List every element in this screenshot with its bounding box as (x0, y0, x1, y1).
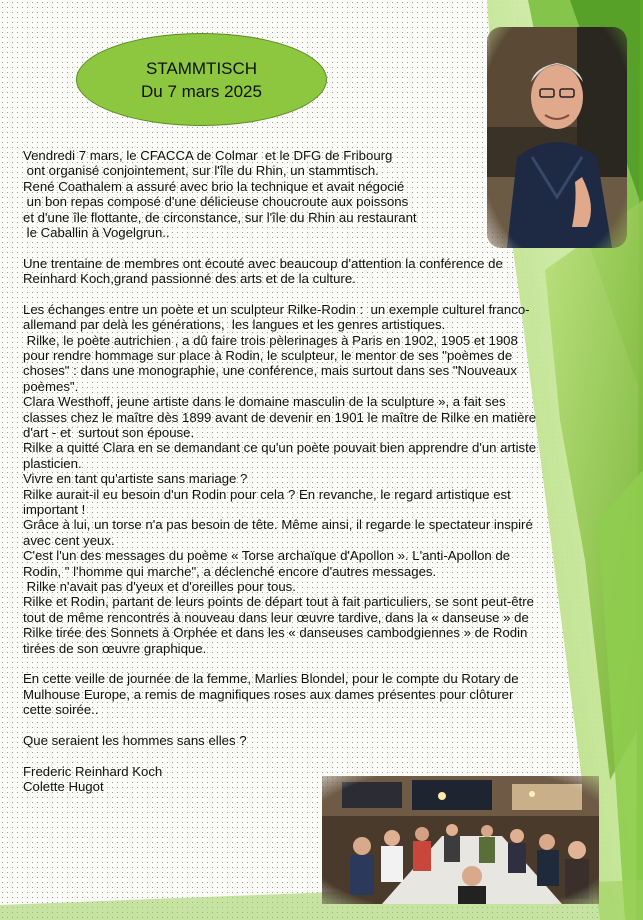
text-line: poèmes". (23, 378, 79, 394)
text-line: C'est l'un des messages du poème « Torse archaïque d'Apollon ». L'anti-Apollon de (23, 548, 511, 564)
text-line: Rilke n'avait pas d'yeux et d'oreilles pour tous. (23, 578, 296, 594)
text-line: Rilke a quitté Clara en se demandant ce qu'un poète pouvait bien apprendre d'un artiste (23, 440, 537, 456)
text-line: tirées de son œuvre graphique. (23, 640, 207, 656)
text-line: choses" : dans une monographie, une conférence, mais surtout dans ses "Nouveaux (23, 363, 517, 379)
paragraph-conference (23, 302, 583, 656)
text-line: le Caballin à Vogelgrun.. (23, 224, 170, 240)
text-line: Rilke aurait-il eu besoin d'un Rodin pour cela ? En revanche, le regard artistique est (23, 486, 511, 502)
text-line: classes chez le maître dès 1899 avant de devenir en 1901 le maître de Rilke en matière (23, 409, 537, 425)
text-line: d'art - et surtout son épouse. (23, 425, 195, 441)
text-line: En cette veille de journée de la femme, Marlies Blondel, pour le compte du Rotary de (23, 671, 519, 687)
text-line: avec cent yeux. (23, 532, 115, 548)
text-line: Les échanges entre un poète et un sculpteur Rilke-Rodin : un exemple culturel franco- (23, 301, 530, 317)
text-line: Rodin, " l'homme qui marche", a déclenché encore d'autres messages. (23, 563, 437, 579)
text-line: cette soirée.. (23, 702, 99, 718)
text-line: Une trentaine de membres ont écouté avec beaucoup d'attention la conférence de (23, 255, 503, 271)
text-line: Que seraient les hommes sans elles ? (23, 732, 247, 748)
group-dinner-photo (322, 776, 599, 904)
paragraph-question (23, 733, 583, 748)
text-line: Rilke tirée des Sonnets à Orphée et dans les « danseuses cambodgiennes » de Rodin (23, 625, 528, 641)
paragraph-intro (23, 148, 583, 240)
text-line: Rilke et Rodin, partant de leurs points de départ tout à fait particuliers, se sont peut-être (23, 594, 534, 610)
text-line: Vivre en tant qu'artiste sans mariage ? (23, 471, 248, 487)
text-line: Mulhouse Europe, a remis de magnifiques roses aux dames présentes pour clôturer (23, 686, 514, 702)
text-line: et d'une île flottante, de circonstance, sur l'île du Rhin au restaurant (23, 209, 417, 225)
text-line: Clara Westhoff, jeune artiste dans le domaine masculin de la sculpture », a fait ses (23, 394, 506, 410)
title-line-2: Du 7 mars 2025 (141, 81, 262, 101)
text-line: allemand par delà les générations, les langues et les genres artistiques. (23, 317, 446, 333)
paragraph-audience (23, 256, 583, 287)
text-line: Reinhard Koch,grand passionné des arts et de la culture. (23, 271, 356, 287)
text-line: pour rendre hommage sur place à Rodin, le sculpteur, le mentor de ses "poèmes de (23, 348, 513, 364)
title-badge (76, 33, 327, 126)
text-line: tout de même rencontrés à nouveau dans leur œuvre tardive, dans la « danseuse » de (23, 609, 529, 625)
text-line: plasticien. (23, 455, 82, 471)
text-line: ont organisé conjointement, sur l'île du Rhin, un stammtisch. (23, 163, 379, 179)
title-line-1: STAMMTISCH (145, 58, 258, 78)
paragraph-roses (23, 671, 583, 717)
article-body (23, 148, 583, 794)
text-line: Vendredi 7 mars, le CFACCA de Colmar et le DFG de Fribourg (23, 148, 393, 163)
text-line: Rilke, le poète autrichien , a dû faire trois pèlerinages à Paris en 1902, 1905 et 1908 (23, 332, 518, 348)
signature-line: Frederic Reinhard Koch (23, 763, 163, 779)
text-line: un bon repas composé d'une délicieuse choucroute aux poissons (23, 194, 409, 210)
text-line: René Coathalem a assuré avec brio la technique et avait négocié (23, 178, 405, 194)
text-line: important ! (23, 501, 86, 517)
text-line: Grâce à lui, un torse n'a pas besoin de tête. Même ainsi, il regarde le spectateur inspiré (23, 517, 533, 533)
signature-line: Colette Hugot (23, 779, 104, 795)
